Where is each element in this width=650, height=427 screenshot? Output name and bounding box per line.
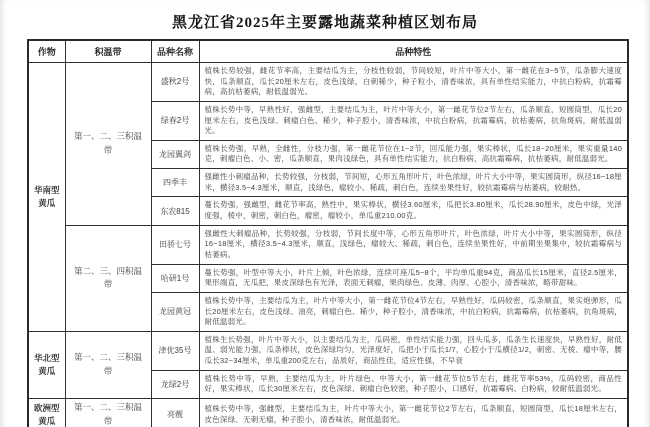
variety-traits-cell: 蔓长势强，叶型中等大小，叶片上倾，叶色浓绿，连续可座瓜5~8个，平均单瓜重94克，商品瓜长15厘米，直径2.5厘米，果形端直，无瓜把，果皮深绿色有光泽，表面无刺瘤，果肉绿色、皮薄、肉厚、心腔小，清香味浓，略带甜味。 (199, 264, 628, 292)
variety-traits-cell: 植株长势中等，强雌型，主要结瓜为主，叶片中等大小，第一雌花节位2节左右，瓜条顺直，短圆筒型，瓜长18厘米左右，皮色深绿、无刺无瘤，种子腔小，清香味浓，耐低温弱光。 (199, 399, 628, 427)
table-row (28, 225, 628, 264)
variety-traits-cell: 植株长势中等，主要结瓜为主，叶片中等大小，第一雌花节位4节左右，早熟性好，瓜码较密，瓜条顺直，果实炮弹形，瓜长20厘米左右，皮色浅绿、油亮，刺瘤白色、稀少，种子腔小，清香味浓，中抗白粉病，抗霜霉病，抗枯萎病，抗角斑病，耐低温弱光。 (199, 292, 628, 331)
zone-cell: 第一、二、三积温带 (65, 399, 151, 427)
variety-traits-cell: 植株长势较强，雌花节率高，主要结瓜为主，分枝性较弱，节间较短，叶片中等大小，第一雌花在3~5节，瓜条膨大速度快，瓜条顺直，瓜长20厘米左右，皮色浅绿，白刺稀少，种子粒小，清香味浓，具有单性结实能力，中抗白粉病，抗霜霉病，高抗枯萎病，耐低温弱光。 (199, 63, 628, 102)
col-header-variety-traits: 品种特性 (199, 40, 628, 63)
variety-name-cell: 四季丰 (151, 169, 199, 197)
table-row (28, 63, 628, 102)
variety-traits-cell: 蔓长势强，强雌型，雌花节率高，熟性中，果实棒状，横径3.60厘米，瓜把长3.80厘米，瓜长28.90厘米，皮色中绿，光泽度强，棱中，刺密，刺白色，瘤密，瘤较小，单瓜重210.00克。 (199, 197, 628, 225)
variety-name-cell: 津优35号 (151, 331, 199, 370)
table-header-row (28, 40, 628, 63)
variety-traits-cell: 植株生长势强，叶片中等大小，以主要结瓜为主，瓜码密，单性结实能力强，回头瓜多，瓜条生长速度快，早熟性好，耐低温、弱光能力强，瓜条棒状，皮色深绿均匀，光泽度好，瓜把小于瓜长1/7，心腔小于瓜横径1/2，刺密、无棱、瘤中等，腰瓜长32~34厘米，单瓜重200克左右，品质好，商品性佳，适应性强，不早衰 (199, 331, 628, 370)
page-title: 黑龙江省2025年主要露地蔬菜种植区划布局 (171, 15, 478, 31)
table-row (28, 331, 628, 370)
crop-cell: 华北型黄瓜 (28, 331, 65, 398)
variety-traits-cell: 强雌性小刺瘤品种，长势较强，分枝弱，节间短，心形五角形叶片，叶色浓绿，叶片大小中等，果实圆筒形，纵径16~18厘米，横径3.5~4.3厘米，顺直，浅绿色，瘤较小、稀疏，刺白色，连续坐果性好，较抗霜霉病与枯萎病，较耐热。 (199, 169, 628, 197)
variety-name-cell: 龙园翼剑 (151, 140, 199, 168)
variety-traits-cell: 植株长势强，早熟，全雌性，分枝力强，第一雌花节位在1~2节，回瓜能力强，果实棒状，瓜长18~20厘米，果实重量140克，刺瘤白色、小、密，瓜条顺直，果肉浅绿色，具有单性结实能力，抗白粉病，高抗霜霉病，抗枯萎病，耐低温弱光。 (199, 140, 628, 168)
variety-name-cell: 田骄七号 (151, 225, 199, 264)
variety-name-cell: 哈研1号 (151, 264, 199, 292)
variety-traits-cell: 植株长势中等，早熟，主要结瓜为主，叶片绿色、中等大小，第一雌花节位5节左右，雌花节率53%，瓜码较密，商品性好，果实棒状，瓜长30厘米左右，皮色深绿、刺瘤白色较密，种子腔小，口感好，抗霜霉病、白粉病，较耐低温弱光。 (199, 370, 628, 398)
crop-cell: 华南型黄瓜 (28, 63, 65, 332)
variety-traits-cell: 植株长势中等，早熟性好，强雌型，主要结瓜为主，叶片中等大小，第一雌花节位2节左右，瓜条顺直，短圆筒型，瓜长20厘米左右，皮色浅绿、刺瘤白色、稀少，种子腔小，清香味浓，中抗白粉病，抗霜霉病，抗枯萎病，抗角斑病，耐低温弱光。 (199, 101, 628, 140)
table-row (28, 399, 628, 427)
col-header-crop: 作物 (28, 40, 65, 63)
zone-cell: 第二、三、四积温带 (65, 225, 151, 331)
variety-name-cell: 龙绿2号 (151, 370, 199, 398)
variety-traits-cell: 强雌性大刺瘤品种，长势较强，分枝弱，节间长度中等，心形五角形叶片，叶色浓绿，叶片大小中等，果实圆筒形，纵径16~18厘米，横径3.5~4.3厘米，顺直，浅绿色，瘤较大、稀疏，刺白色，连续坐果性好，中前期坐果集中，较抗霜霉病与枯萎病。 (199, 225, 628, 264)
crop-cell: 欧洲型黄瓜 (28, 399, 65, 427)
variety-name-cell: 东农815 (151, 197, 199, 225)
col-header-variety-name: 品种名称 (151, 40, 199, 63)
col-header-zone: 积温带 (65, 40, 151, 63)
zone-cell: 第一、二、三积温带 (65, 63, 151, 226)
variety-name-cell: 亮靓 (151, 399, 199, 427)
table-body (28, 63, 628, 427)
zone-cell: 第一、二、三积温带 (65, 331, 151, 398)
variety-name-cell: 盛秋2号 (151, 63, 199, 102)
planting-layout-table (27, 39, 629, 427)
variety-name-cell: 绿春2号 (151, 101, 199, 140)
variety-name-cell: 龙园黄冠 (151, 292, 199, 331)
